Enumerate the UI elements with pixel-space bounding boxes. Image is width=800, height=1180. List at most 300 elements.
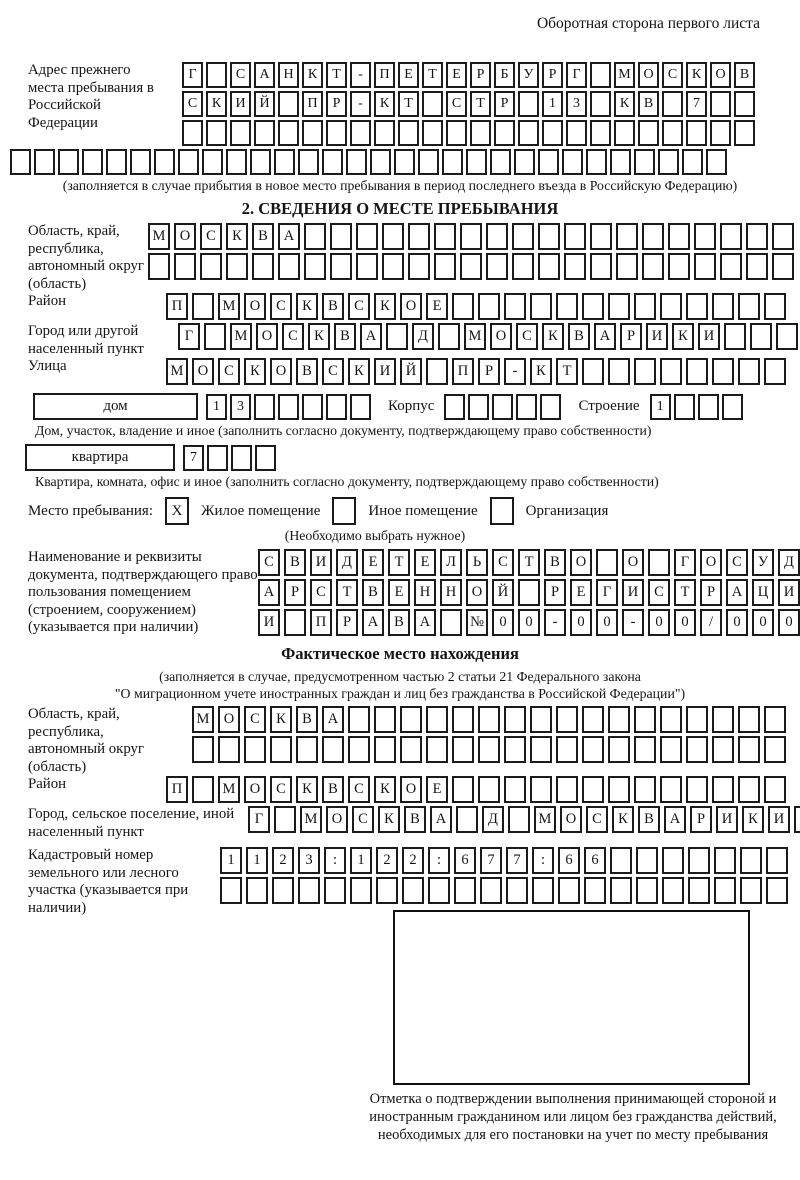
char-box — [192, 736, 214, 763]
char-box — [322, 149, 343, 175]
cadastral-row-1 — [220, 847, 792, 874]
char-box: 0 — [596, 609, 618, 636]
char-box — [610, 847, 632, 874]
char-box — [422, 91, 443, 117]
char-box — [512, 223, 534, 250]
char-box — [764, 776, 786, 803]
char-box: С — [258, 549, 280, 576]
char-box: Л — [440, 549, 462, 576]
char-box: С — [516, 323, 538, 350]
char-box — [230, 120, 251, 146]
char-box: 0 — [518, 609, 540, 636]
char-box: Т — [518, 549, 540, 576]
char-box: К — [226, 223, 248, 250]
char-box: Р — [690, 806, 712, 833]
char-box — [712, 776, 734, 803]
district-block — [10, 293, 790, 323]
char-box — [218, 736, 240, 763]
char-box — [58, 149, 79, 175]
char-box — [478, 293, 500, 320]
char-box: 0 — [778, 609, 800, 636]
char-box — [590, 253, 612, 280]
char-box: М — [534, 806, 556, 833]
char-box — [648, 549, 670, 576]
char-box — [206, 120, 227, 146]
char-box — [634, 293, 656, 320]
char-box: К — [308, 323, 330, 350]
char-box: А — [322, 706, 344, 733]
char-box: Н — [440, 579, 462, 606]
char-box: 0 — [648, 609, 670, 636]
char-box — [556, 293, 578, 320]
char-box: 6 — [454, 847, 476, 874]
actual-district-row — [166, 776, 790, 803]
char-box — [764, 358, 786, 385]
char-box — [712, 358, 734, 385]
char-box: У — [752, 549, 774, 576]
char-box: Г — [566, 62, 587, 88]
option-other-premises-label: Иное помещение — [368, 502, 478, 519]
char-box — [668, 253, 690, 280]
char-box — [724, 323, 746, 350]
char-box — [714, 877, 736, 904]
char-box — [686, 120, 707, 146]
char-box — [688, 877, 710, 904]
document-right-block — [10, 549, 795, 639]
stamp-box-caption: Отметка о подтверждении выполнения принимающей стороной и иностранным гражданином или лицом без гражданства действий, необходимых для его постановки на учет по месту пребывания — [369, 1091, 777, 1143]
char-box: 7 — [183, 445, 204, 471]
char-box — [614, 120, 635, 146]
char-box: С — [726, 549, 748, 576]
char-box — [556, 706, 578, 733]
char-box — [530, 706, 552, 733]
char-box: И — [230, 91, 251, 117]
char-box — [608, 706, 630, 733]
actual-city-block — [10, 806, 790, 841]
char-box — [532, 877, 554, 904]
char-box: Т — [336, 579, 358, 606]
char-box — [330, 223, 352, 250]
char-box: Р — [700, 579, 722, 606]
char-box: В — [322, 293, 344, 320]
char-box: И — [310, 549, 332, 576]
char-box — [207, 445, 228, 471]
char-box — [658, 149, 679, 175]
char-box — [590, 62, 611, 88]
char-box: О — [700, 549, 722, 576]
region-row-2 — [148, 253, 798, 280]
char-box — [252, 253, 274, 280]
char-box — [682, 149, 703, 175]
char-box — [586, 149, 607, 175]
char-box — [504, 776, 526, 803]
prev-address-grids — [182, 62, 758, 149]
char-box — [284, 609, 306, 636]
char-box — [706, 149, 727, 175]
char-box: И — [258, 609, 280, 636]
char-box: / — [700, 609, 722, 636]
actual-location-caption-1: (заполняется в случае, предусмотренном частью 2 статьи 21 Федерального закона — [159, 669, 641, 684]
char-box: О — [244, 293, 266, 320]
house-number-row — [206, 394, 374, 420]
char-box: К — [206, 91, 227, 117]
city-row — [178, 323, 800, 350]
char-box: Т — [398, 91, 419, 117]
char-box — [254, 120, 275, 146]
char-box — [348, 736, 370, 763]
char-box — [434, 253, 456, 280]
char-box: О — [400, 293, 422, 320]
char-box — [442, 149, 463, 175]
char-box — [584, 877, 606, 904]
actual-region-block — [10, 706, 790, 776]
char-box — [350, 877, 372, 904]
char-box — [418, 149, 439, 175]
char-box: А — [664, 806, 686, 833]
char-box — [540, 394, 561, 420]
prev-address-row-4 — [10, 149, 790, 175]
char-box — [192, 776, 214, 803]
char-box: Е — [446, 62, 467, 88]
char-box — [740, 847, 762, 874]
char-box: М — [614, 62, 635, 88]
prev-address-label: Адрес прежнего места пребывания в Российской Федерации — [28, 62, 154, 131]
char-box — [326, 120, 347, 146]
char-box — [608, 776, 630, 803]
char-box — [452, 293, 474, 320]
char-box: Т — [326, 62, 347, 88]
char-box: : — [324, 847, 346, 874]
char-box: - — [504, 358, 526, 385]
char-box — [688, 847, 710, 874]
char-box: К — [530, 358, 552, 385]
char-box: П — [452, 358, 474, 385]
char-box: Е — [426, 293, 448, 320]
char-box: Р — [336, 609, 358, 636]
actual-location-caption-2: "О миграционном учете иностранных граждан и лиц без гражданства в Российской Федерации") — [114, 686, 686, 701]
char-box — [130, 149, 151, 175]
cadastral-label: Кадастровый номер земельного или лесного участка (указывается при наличии) — [28, 847, 189, 916]
char-box — [454, 877, 476, 904]
char-box — [486, 253, 508, 280]
char-box — [426, 358, 448, 385]
house-caption: Дом, участок, владение и иное (заполнить согласно документу, подтверждающему право собственности) — [35, 423, 652, 438]
actual-location-title: Фактическое место нахождения — [281, 644, 519, 663]
char-box — [738, 736, 760, 763]
char-box: С — [282, 323, 304, 350]
char-box — [278, 394, 299, 420]
char-box — [538, 253, 560, 280]
char-box: Р — [620, 323, 642, 350]
char-box — [596, 549, 618, 576]
char-box: 6 — [558, 847, 580, 874]
char-box: Г — [178, 323, 200, 350]
char-box: Н — [278, 62, 299, 88]
char-box — [438, 323, 460, 350]
char-box — [148, 253, 170, 280]
char-box — [634, 706, 656, 733]
char-box — [182, 120, 203, 146]
char-box: 0 — [570, 609, 592, 636]
char-box — [538, 149, 559, 175]
char-box: Е — [570, 579, 592, 606]
char-box — [456, 806, 478, 833]
char-box — [422, 120, 443, 146]
char-box: Р — [284, 579, 306, 606]
char-box — [302, 120, 323, 146]
char-box: 2 — [272, 847, 294, 874]
char-box — [764, 293, 786, 320]
char-box — [452, 706, 474, 733]
char-box — [272, 877, 294, 904]
char-box: Е — [426, 776, 448, 803]
char-box — [446, 120, 467, 146]
char-box: 3 — [230, 394, 251, 420]
char-box: Е — [398, 62, 419, 88]
district-row — [166, 293, 790, 320]
char-box: С — [322, 358, 344, 385]
house-block — [10, 393, 790, 420]
char-box: К — [672, 323, 694, 350]
char-box — [278, 91, 299, 117]
prev-address-row-1 — [182, 62, 758, 88]
char-box — [452, 776, 474, 803]
char-box: С — [244, 706, 266, 733]
char-box — [738, 776, 760, 803]
actual-region-row-2 — [192, 736, 790, 763]
char-box: О — [244, 776, 266, 803]
char-box: В — [284, 549, 306, 576]
char-box: И — [768, 806, 790, 833]
cadastral-row-2 — [220, 877, 792, 904]
char-box — [466, 149, 487, 175]
char-box: В — [362, 579, 384, 606]
char-box — [734, 91, 755, 117]
char-box — [662, 91, 683, 117]
char-box: С — [310, 579, 332, 606]
char-box: К — [270, 706, 292, 733]
char-box — [564, 223, 586, 250]
stay-type-block — [10, 497, 790, 525]
char-box: М — [148, 223, 170, 250]
char-box: В — [322, 776, 344, 803]
char-box: 1 — [220, 847, 242, 874]
char-box — [722, 394, 743, 420]
char-box — [674, 394, 695, 420]
char-box: : — [532, 847, 554, 874]
char-box: Е — [414, 549, 436, 576]
char-box: В — [334, 323, 356, 350]
char-box: О — [218, 706, 240, 733]
char-box — [518, 120, 539, 146]
char-box: 1 — [206, 394, 227, 420]
checkbox-other-premises — [332, 497, 356, 525]
option-organization-label: Организация — [525, 502, 609, 519]
char-box — [246, 877, 268, 904]
char-box — [202, 149, 223, 175]
apartment-caption: Квартира, комната, офис и иное (заполнить согласно документу, подтверждающему право собственности) — [35, 474, 659, 489]
document-row-3 — [258, 609, 800, 636]
char-box — [322, 736, 344, 763]
char-box — [82, 149, 103, 175]
char-box — [296, 736, 318, 763]
char-box: Р — [494, 91, 515, 117]
char-box: Д — [336, 549, 358, 576]
char-box — [636, 877, 658, 904]
char-box — [712, 706, 734, 733]
char-box — [426, 706, 448, 733]
char-box — [662, 847, 684, 874]
char-box: И — [778, 579, 800, 606]
char-box — [408, 223, 430, 250]
char-box — [516, 394, 537, 420]
char-box: - — [350, 91, 371, 117]
char-box — [274, 806, 296, 833]
char-box: С — [270, 293, 292, 320]
char-box: - — [350, 62, 371, 88]
char-box — [178, 149, 199, 175]
char-box: У — [518, 62, 539, 88]
char-box — [518, 579, 540, 606]
char-box — [582, 776, 604, 803]
char-box: Р — [326, 91, 347, 117]
char-box: К — [374, 293, 396, 320]
char-box: К — [296, 776, 318, 803]
cadastral-block — [10, 847, 790, 916]
actual-district-label: Район — [28, 776, 67, 792]
char-box: П — [166, 293, 188, 320]
prev-address-block — [10, 62, 790, 149]
prev-address-caption: (заполняется в случае прибытия в новое место пребывания в период последнего въезда в Российскую Федерацию) — [62, 178, 738, 193]
char-box: 3 — [298, 847, 320, 874]
char-box: Н — [414, 579, 436, 606]
char-box — [154, 149, 175, 175]
char-box — [356, 223, 378, 250]
char-box — [34, 149, 55, 175]
char-box: К — [348, 358, 370, 385]
char-box: К — [302, 62, 323, 88]
char-box — [346, 149, 367, 175]
char-box — [298, 149, 319, 175]
char-box — [642, 223, 664, 250]
char-box — [494, 120, 515, 146]
char-box — [350, 394, 371, 420]
char-box — [278, 253, 300, 280]
char-box — [772, 223, 794, 250]
char-box: И — [374, 358, 396, 385]
char-box: 0 — [492, 609, 514, 636]
char-box — [662, 120, 683, 146]
char-box — [590, 120, 611, 146]
char-box: К — [742, 806, 764, 833]
char-box: Р — [478, 358, 500, 385]
char-box: П — [310, 609, 332, 636]
char-box: М — [218, 776, 240, 803]
street-row — [166, 358, 790, 385]
char-box: 1 — [246, 847, 268, 874]
char-box — [382, 223, 404, 250]
char-box — [440, 609, 462, 636]
char-box — [562, 149, 583, 175]
street-label: Улица — [28, 358, 67, 374]
char-box: О — [192, 358, 214, 385]
char-box — [642, 253, 664, 280]
char-box: В — [638, 806, 660, 833]
char-box: С — [270, 776, 292, 803]
prev-address-row-3 — [182, 120, 758, 146]
char-box — [582, 736, 604, 763]
char-box: О — [490, 323, 512, 350]
char-box — [478, 736, 500, 763]
document-row-2 — [258, 579, 800, 606]
char-box — [638, 120, 659, 146]
char-box — [398, 120, 419, 146]
char-box — [750, 323, 772, 350]
char-box — [582, 358, 604, 385]
actual-region-label: Область, край, республика, автономный округ (область) — [28, 706, 144, 775]
char-box — [486, 223, 508, 250]
char-box: П — [166, 776, 188, 803]
char-box: Р — [470, 62, 491, 88]
char-box — [382, 253, 404, 280]
char-box: Б — [494, 62, 515, 88]
char-box — [200, 253, 222, 280]
char-box — [434, 223, 456, 250]
char-box — [504, 706, 526, 733]
char-box: 3 — [566, 91, 587, 117]
char-box: М — [218, 293, 240, 320]
char-box: О — [400, 776, 422, 803]
char-box: 2 — [376, 847, 398, 874]
char-box: С — [648, 579, 670, 606]
char-box: А — [258, 579, 280, 606]
char-box — [712, 736, 734, 763]
char-box — [370, 149, 391, 175]
char-box: В — [568, 323, 590, 350]
char-box: 2 — [402, 847, 424, 874]
char-box: : — [428, 847, 450, 874]
char-box — [764, 706, 786, 733]
char-box: Ь — [466, 549, 488, 576]
char-box: В — [734, 62, 755, 88]
char-box: № — [466, 609, 488, 636]
char-box: Ц — [752, 579, 774, 606]
char-box — [734, 120, 755, 146]
char-box: Й — [400, 358, 422, 385]
char-box — [610, 877, 632, 904]
char-box: О — [270, 358, 292, 385]
char-box — [794, 806, 800, 833]
char-box — [518, 91, 539, 117]
char-box — [634, 776, 656, 803]
char-box — [204, 323, 226, 350]
region-grids — [148, 223, 798, 283]
char-box: О — [326, 806, 348, 833]
street-block — [10, 358, 790, 388]
char-box: 1 — [650, 394, 671, 420]
char-box: О — [466, 579, 488, 606]
char-box — [374, 120, 395, 146]
char-box — [738, 358, 760, 385]
district-label: Район — [28, 293, 67, 309]
char-box — [660, 293, 682, 320]
checkbox-organization — [490, 497, 514, 525]
stroenie-row — [650, 394, 746, 420]
char-box: С — [348, 293, 370, 320]
char-box: В — [404, 806, 426, 833]
option-residential-label: Жилое помещение — [201, 502, 321, 519]
region-row-1 — [148, 223, 798, 250]
